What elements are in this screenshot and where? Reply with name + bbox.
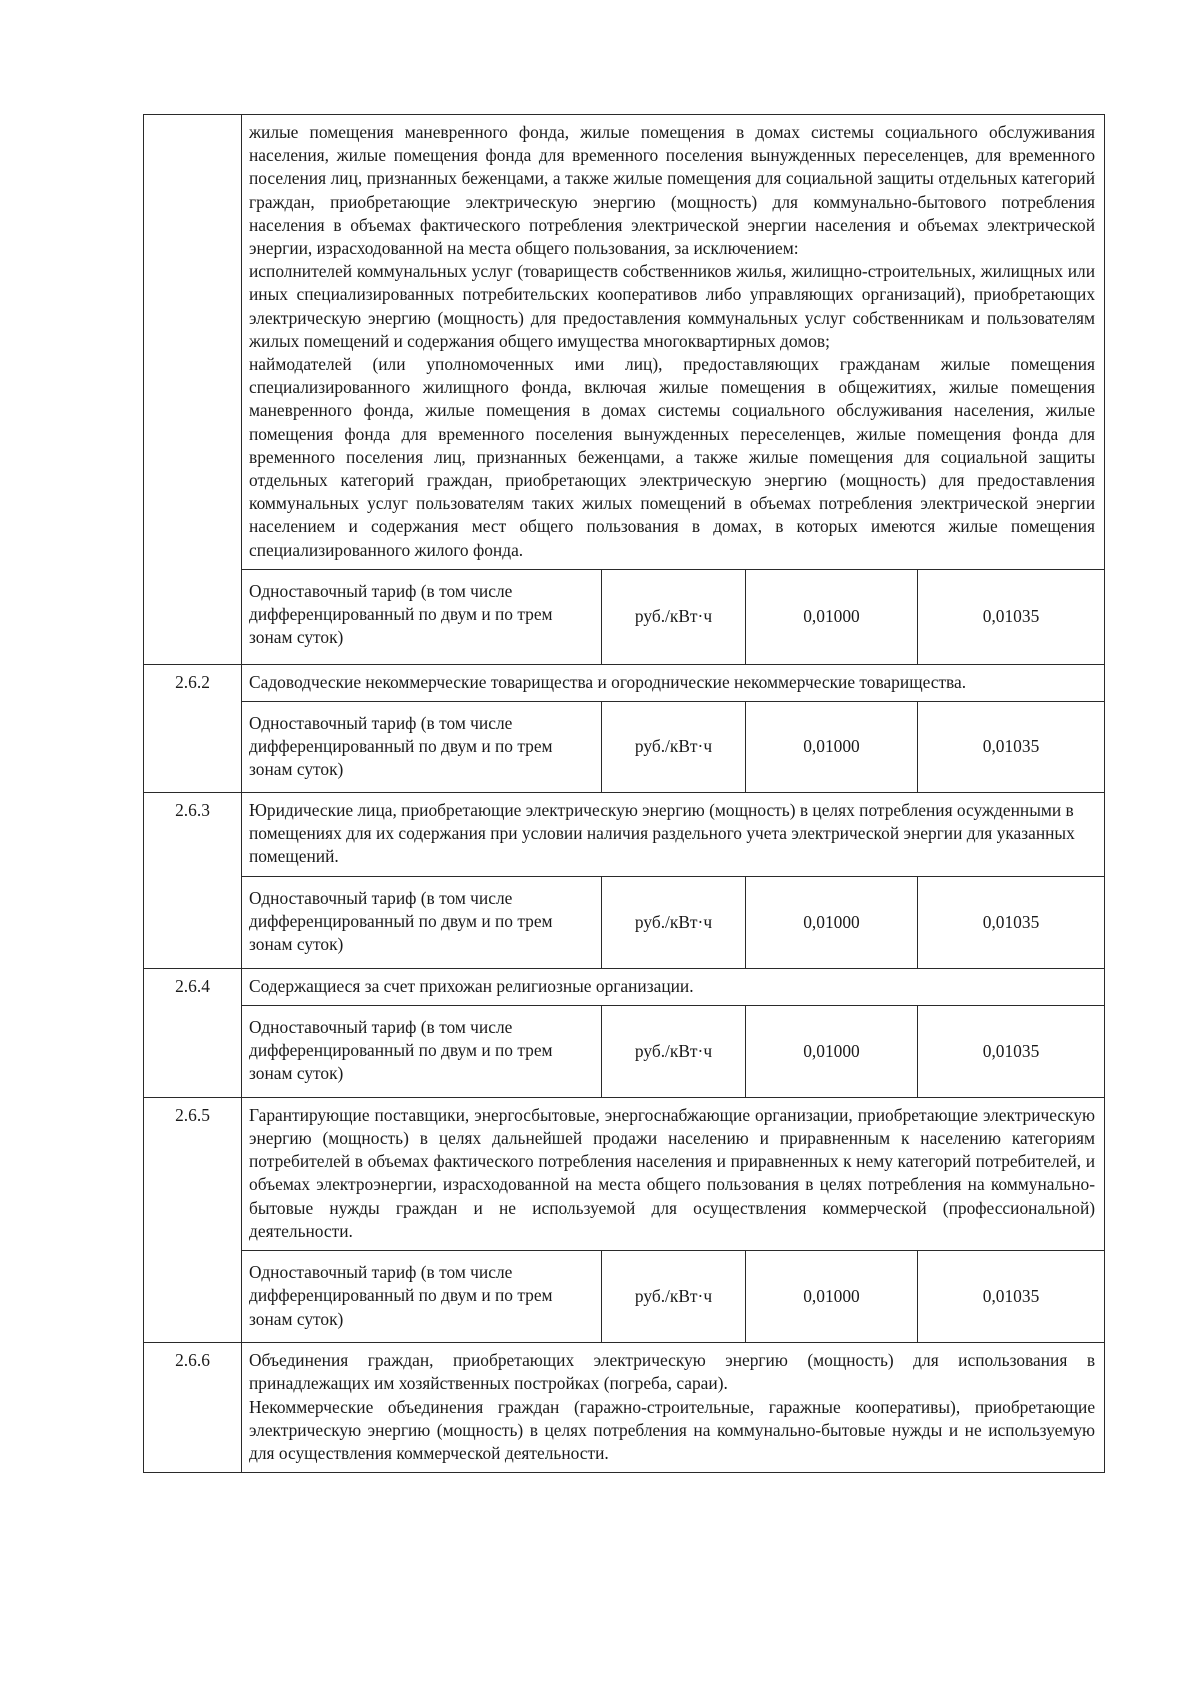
description-paragraph: исполнителей коммунальных услуг (товариществ собственников жилья, жилищно-строительных, жилищных или иных специализированных потребительских кооперативов либо управляющих организаций), приобретающих электрическую энергию (мощность) для предоставления коммунальных услуг собственникам и пользователям жилых помещений и содержания общего имущества многоквартирных домов; xyxy=(249,261,1096,351)
section-description xyxy=(242,793,1105,877)
tariff-unit: руб./кВт·ч xyxy=(602,702,746,793)
tariff-name: Одноставочный тариф (в том числе дифференцированный по двум и по трем зонам суток) xyxy=(242,1251,602,1343)
tariff-unit: руб./кВт·ч xyxy=(602,876,746,968)
section-number xyxy=(144,115,242,665)
section-number: 2.6.6 xyxy=(144,1343,242,1473)
tariff-name: Одноставочный тариф (в том числе дифференцированный по двум и по трем зонам суток) xyxy=(242,569,602,664)
section-description xyxy=(242,115,1105,570)
description-paragraph: Садоводческие некоммерческие товарищества и огороднические некоммерческие товарищества. xyxy=(249,671,967,692)
section-description-row xyxy=(144,968,1105,1005)
section-description xyxy=(242,1097,1105,1250)
section-description xyxy=(242,968,1105,1005)
tariff-name: Одноставочный тариф (в том числе дифференцированный по двум и по трем зонам суток) xyxy=(242,876,602,968)
tariff-unit: руб./кВт·ч xyxy=(602,569,746,664)
tariff-row xyxy=(144,1005,1105,1097)
tariff-name: Одноставочный тариф (в том числе дифференцированный по двум и по трем зонам суток) xyxy=(242,702,602,793)
description-paragraph: Некоммерческие объединения граждан (гаражно-строительные, гаражные кооперативы), приобретающие электрическую энергию (мощность) в целях потребления на коммунально-бытовые нужды и не используемую для осуществления коммерческой деятельности. xyxy=(249,1396,1096,1463)
tariff-row xyxy=(144,876,1105,968)
section-number: 2.6.4 xyxy=(144,968,242,1097)
section-number: 2.6.5 xyxy=(144,1097,242,1342)
section-description-row xyxy=(144,664,1105,701)
section-description-row xyxy=(144,1097,1105,1250)
tariff-value-2: 0,01035 xyxy=(918,569,1105,664)
tariff-unit: руб./кВт·ч xyxy=(602,1005,746,1097)
tariff-value-1: 0,01000 xyxy=(746,702,918,793)
tariff-unit: руб./кВт·ч xyxy=(602,1251,746,1343)
description-paragraph: наймодателей (или уполномоченных ими лиц), предоставляющих гражданам жилые помещения специализированного жилищного фонда, включая жилые помещения в общежитиях, жилые помещения маневренного фонда, жилые помещения в домах системы социального обслуживания населения, жилые помещения фонда для временного поселения вынужденных переселенцев, жилые помещения фонда для временного поселения лиц, признанных беженцами, а также жилые помещения для социальной защиты отдельных категорий граждан, приобретающих электрическую энергию (мощность) для предоставления коммунальных услуг пользователям таких жилых помещений в объемах потребления электрической энергии населением и содержания мест общего пользования в домах, в которых имеются жилые помещения специализированного жилого фонда. xyxy=(249,354,1096,560)
description-paragraph: Содержащиеся за счет прихожан религиозные организации. xyxy=(249,975,694,996)
section-number: 2.6.2 xyxy=(144,664,242,792)
tariff-value-2: 0,01035 xyxy=(918,702,1105,793)
tariff-value-2: 0,01035 xyxy=(918,1005,1105,1097)
tariff-value-2: 0,01035 xyxy=(918,1251,1105,1343)
description-paragraph: Юридические лица, приобретающие электрическую энергию (мощность) в целях потребления осужденными в помещениях для их содержания при условии наличия раздельного учета электрической энергии для указанных помещений. xyxy=(249,800,1075,867)
tariff-row xyxy=(144,702,1105,793)
tariff-row xyxy=(144,569,1105,664)
tariff-value-1: 0,01000 xyxy=(746,1005,918,1097)
tariff-value-1: 0,01000 xyxy=(746,569,918,664)
section-description-row xyxy=(144,1343,1105,1473)
tariff-table xyxy=(143,114,1105,1473)
tariff-name: Одноставочный тариф (в том числе дифференцированный по двум и по трем зонам суток) xyxy=(242,1005,602,1097)
section-description-row xyxy=(144,793,1105,877)
section-description xyxy=(242,664,1105,701)
section-number: 2.6.3 xyxy=(144,793,242,969)
tariff-row xyxy=(144,1251,1105,1343)
tariff-value-2: 0,01035 xyxy=(918,876,1105,968)
description-paragraph: Гарантирующие поставщики, энергосбытовые, энергоснабжающие организации, приобретающие электрическую энергию (мощность) в целях дальнейшей продажи населению и приравненным к населению категориям потребителей в объемах фактического потребления населения и приравненных к нему категорий потребителей, и объемах электроэнергии, израсходованной на места общего пользования в целях потребления на коммунально-бытовые нужды граждан и не используемой для осуществления коммерческой (профессиональной) деятельности. xyxy=(249,1104,1096,1241)
section-description-row xyxy=(144,115,1105,570)
tariff-value-1: 0,01000 xyxy=(746,1251,918,1343)
description-paragraph: Объединения граждан, приобретающих электрическую энергию (мощность) для использования в принадлежащих им хозяйственных постройках (погреба, сараи). xyxy=(249,1350,1096,1394)
description-paragraph: жилые помещения маневренного фонда, жилые помещения в домах системы социального обслуживания населения, жилые помещения фонда для временного поселения вынужденных переселенцев, для временного поселения лиц, признанных беженцами, а также жилые помещения для социальной защиты отдельных категорий граждан, приобретающие электрическую энергию (мощность) для коммунально-бытового потребления населения в объемах фактического потребления электрической энергии населения и объемах электрической энергии, израсходованной на места общего пользования, за исключением: xyxy=(249,122,1096,259)
section-description xyxy=(242,1343,1105,1473)
tariff-value-1: 0,01000 xyxy=(746,876,918,968)
